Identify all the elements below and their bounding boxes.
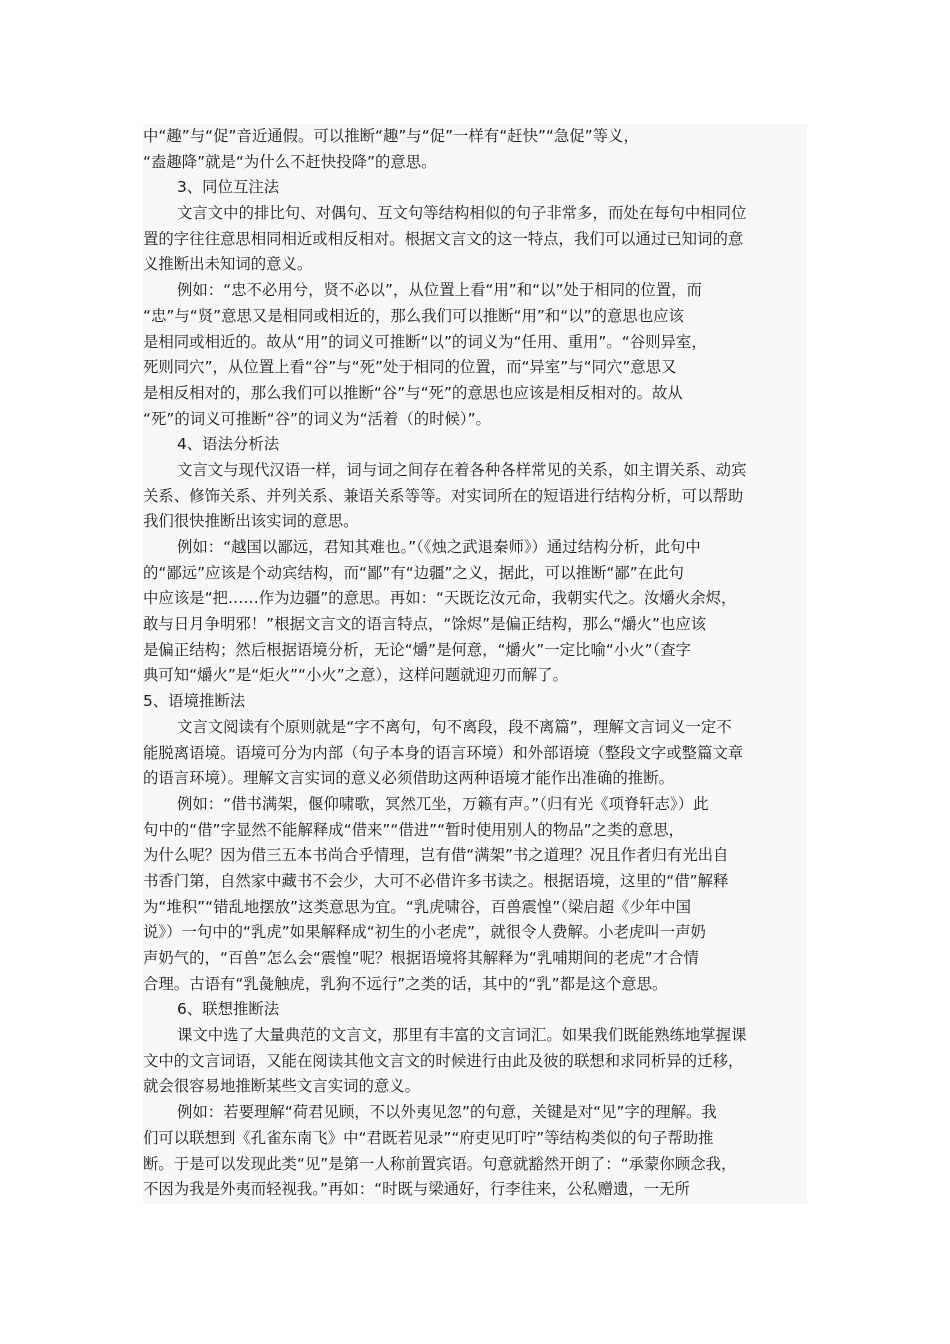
text-line: 说》）一句中的“乳虎”如果解释成“初生的小老虎”，就很令人费解。小老虎叫一声奶 <box>143 923 706 942</box>
text-line: 例如：若要理解“荷君见顾，不以外夷见忽”的句意，关键是对“见”字的理解。我 <box>177 1103 717 1122</box>
text-line: 书香门第，自然家中藏书不会少，大可不必借许多书读之。根据语境，这里的“借”解释 <box>143 871 729 890</box>
text-line: 中“趣”与“促”音近通假。可以推断“趣”与“促”一样有“赶快”“急促”等义， <box>143 127 639 145</box>
text-line: 们可以联想到《孔雀东南飞》中“君既若见录”“府吏见叮咛”等结构类似的句子帮助推 <box>143 1128 714 1147</box>
text-line: 声奶气的，“百兽”怎么会“震惶”呢？根据语境将其解释为“乳哺期间的老虎”才合情 <box>143 949 699 967</box>
text-line: 文中的文言词语，又能在阅读其他文言文的时候进行由此及彼的联想和求同析异的迁移， <box>143 1051 744 1070</box>
text-line: 文言文阅读有个原则就是“字不离句，句不离段，段不离篇”，理解文言词义一定不 <box>177 717 732 736</box>
text-line: 断。于是可以发现此类“见”是第一人称前置宾语。句意就豁然开朗了：“承蒙你顾念我， <box>143 1154 737 1173</box>
text-line: 文言文与现代汉语一样，词与词之间存在着各种各样常见的关系，如主谓关系、动宾 <box>177 460 747 479</box>
text-line: 是相同或相近的。故从“用”的词义可推断“以”的词义为“任用、重用”。“谷则异室， <box>143 332 707 351</box>
text-line: 是偏正结构；然后根据语境分析，无论“爝”是何意，“爝火”一定比喻“小火”（查字 <box>143 640 692 659</box>
text-line: 敢与日月争明邪！”根据文言文的语言特点，“馀烬”是偏正结构，那么“爝火”也应该 <box>143 615 707 634</box>
text-line: 死则同穴”，从位置上看“谷”与“死”处于相同的位置，而“异室”与“同穴”意思又 <box>143 358 677 377</box>
text-line: “死”的词义可推断“谷”的词义为“活着（的时候）”。 <box>143 409 491 428</box>
section-heading: 6、联想推断法 <box>177 1000 280 1019</box>
text-line: 为什么呢？因为借三五本书尚合乎情理，岂有借“满架”书之道理？况且作者归有光出自 <box>143 846 729 865</box>
document-body <box>143 124 807 1204</box>
text-line: 文言文中的排比句、对偶句、互文句等结构相似的句子非常多，而处在每句中相同位 <box>177 204 747 223</box>
text-line: 例如：“借书满架，偃仰啸歌，冥然兀坐，万籁有声。”（归有光《项脊轩志》）此 <box>177 794 709 813</box>
text-line: 的“鄙远”应该是个动宾结构，而“鄙”有“边疆”之义，据此，可以推断“鄙”在此句 <box>143 563 684 582</box>
text-line: 是相反相对的，那么我们可以推断“谷”与“死”的意思也应该是相反相对的。故从 <box>143 383 683 402</box>
text-line: 课文中选了大量典范的文言文，那里有丰富的文言词汇。如果我们既能熟练地掌握课 <box>177 1026 747 1045</box>
text-line: 就会很容易地推断某些文言实词的意义。 <box>143 1077 421 1096</box>
text-line: 义推断出未知词的意义。 <box>143 255 313 274</box>
text-line: 不因为我是外夷而轻视我。”再如：“时既与梁通好，行李往来，公私赠遗，一无所 <box>143 1180 690 1199</box>
text-line: 的语言环境）。理解文言实词的意义必须借助这两种语境才能作出准确的推断。 <box>143 769 674 788</box>
text-line: “盍趣降”就是“为什么不赶快投降”的意思。 <box>143 152 437 171</box>
text-line: 典可知“爝火”是“炬火”“小火”之意），这样问题就迎刃而解了。 <box>143 666 568 685</box>
text-line: 中应该是“把……作为边疆”的意思。再如：“天既讫汝元命，我朝实代之。汝爝火余烬， <box>143 589 737 608</box>
section-heading: 5、语境推断法 <box>143 692 246 711</box>
text-line: 关系、修饰关系、并列关系、兼语关系等等。对实词所在的短语进行结构分析，可以帮助 <box>143 486 744 505</box>
text-line: 例如：“越国以鄙远，君知其难也。”（《烛之武退秦师》）通过结构分析，此句中 <box>177 538 701 556</box>
text-line: “忠”与“贤”意思又是相同或相近的，那么我们可以推断“用”和“以”的意思也应该 <box>143 306 684 325</box>
section-heading: 3、同位互注法 <box>177 178 280 197</box>
section-heading: 4、语法分析法 <box>177 435 280 454</box>
text-line: 合理。古语有“乳彘触虎，乳狗不远行”之类的话，其中的“乳”都是这个意思。 <box>143 974 668 993</box>
text-line: 句中的“借”字显然不能解释成“借来”“借进”“暂时使用别人的物品”之类的意思， <box>143 820 684 839</box>
text-line: 例如：“忠不必用兮，贤不必以”，从位置上看“用”和“以”处于相同的位置，而 <box>177 281 702 300</box>
text-line: 我们很快推断出该实词的意思。 <box>143 512 359 531</box>
text-line: 为“堆积”“错乱地摆放”这类意思为宜。“乳虎啸谷，百兽震惶”（梁启超《少年中国 <box>143 897 692 916</box>
text-line: 能脱离语境。语境可分为内部（句子本身的语言环境）和外部语境（整段文字或整篇文章 <box>143 743 744 762</box>
text-line: 置的字往往意思相同相近或相反相对。根据文言文的这一特点，我们可以通过已知词的意 <box>143 229 744 248</box>
